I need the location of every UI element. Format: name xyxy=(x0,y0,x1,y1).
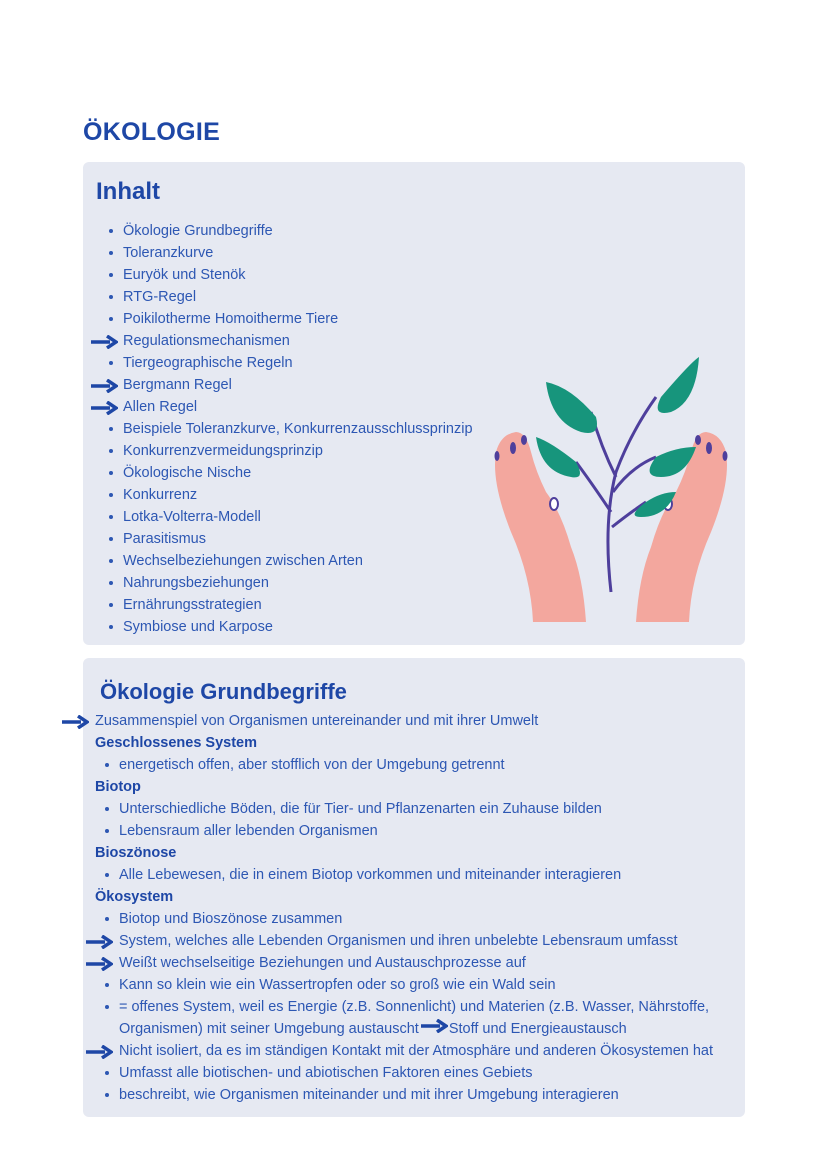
item-text: Euryök und Stenök xyxy=(123,267,246,283)
item-text: Lebensraum aller lebenden Organismen xyxy=(119,823,378,839)
list-item xyxy=(83,616,473,638)
item-text: Ökosystem xyxy=(95,889,174,905)
item-text: Parasitismus xyxy=(123,531,206,547)
item-text: Kann so klein wie ein Wassertropfen oder so groß wie ein Wald sein xyxy=(119,977,556,993)
bullet-icon xyxy=(109,449,113,453)
list-item xyxy=(83,418,473,440)
contents-box xyxy=(83,162,745,645)
item-text: Poikilotherme Homoitherme Tiere xyxy=(123,311,339,327)
bullet-icon xyxy=(109,251,113,255)
bullet-icon xyxy=(105,829,109,833)
item-text: Unterschiedliche Böden, die für Tier- und Pflanzenarten ein Zuhause bilden xyxy=(119,801,602,817)
bullet-icon xyxy=(105,807,109,811)
bullet-icon xyxy=(105,1005,109,1009)
bullet-icon xyxy=(109,581,113,585)
list-item xyxy=(83,352,473,374)
list-item xyxy=(83,996,713,1018)
list-item xyxy=(83,974,713,996)
list-item xyxy=(83,1018,713,1040)
list-item xyxy=(83,308,473,330)
item-text: = offenes System, weil es Energie (z.B. Sonnenlicht) und Materien (z.B. Wasser, Nährstoffe, xyxy=(119,999,710,1015)
bullet-icon xyxy=(109,273,113,277)
item-text: Geschlossenes System xyxy=(95,735,258,751)
list-item xyxy=(83,440,473,462)
list-item xyxy=(83,330,473,352)
bullet-icon xyxy=(109,603,113,607)
item-text: Konkurrenz xyxy=(123,487,198,503)
list-item xyxy=(83,484,473,506)
bullet-icon xyxy=(109,537,113,541)
list-item xyxy=(83,952,713,974)
item-text: Lotka-Volterra-Modell xyxy=(123,509,261,525)
list-item xyxy=(83,930,713,952)
item-text: Nicht isoliert, da es im ständigen Kontakt mit der Atmosphäre und anderen Ökosystemen hat xyxy=(119,1043,714,1059)
item-text: Bergmann Regel xyxy=(123,377,232,393)
bullet-icon xyxy=(105,917,109,921)
list-item xyxy=(83,710,713,732)
bullet-icon xyxy=(109,361,113,365)
item-text: Bioszönose xyxy=(95,845,177,861)
item-text: Alle Lebewesen, die in einem Biotop vorkommen und miteinander interagieren xyxy=(119,867,622,883)
list-item xyxy=(83,242,473,264)
item-text: Toleranzkurve xyxy=(123,245,214,261)
bullet-icon xyxy=(109,515,113,519)
list-item xyxy=(83,550,473,572)
bullet-icon xyxy=(109,471,113,475)
bullet-icon xyxy=(109,427,113,431)
item-text: Organismen) mit seiner Umgebung austauscht xyxy=(119,1021,419,1037)
list-item xyxy=(83,1062,713,1084)
list-item xyxy=(83,820,713,842)
term-heading xyxy=(83,886,713,908)
term-heading xyxy=(83,842,713,864)
list-item xyxy=(83,264,473,286)
item-text: energetisch offen, aber stofflich von der Umgebung getrennt xyxy=(119,757,505,773)
item-text: Symbiose und Karpose xyxy=(123,619,273,635)
page-title: ÖKOLOGIE xyxy=(83,118,221,146)
item-text: Stoff und Energieaustausch xyxy=(448,1021,627,1037)
item-text: Umfasst alle biotischen- und abiotischen Faktoren eines Gebiets xyxy=(119,1065,533,1081)
item-text: Beispiele Toleranzkurve, Konkurrenzausschlussprinzip xyxy=(123,421,473,437)
list-item xyxy=(83,864,713,886)
item-text: Biotop und Bioszönose zusammen xyxy=(119,911,343,927)
item-text: Nahrungsbeziehungen xyxy=(123,575,269,591)
bullet-icon xyxy=(105,1071,109,1075)
list-item xyxy=(83,754,713,776)
bullet-icon xyxy=(109,625,113,629)
item-text: Ernährungsstrategien xyxy=(123,597,262,613)
section-heading: Ökologie Grundbegriffe xyxy=(100,679,347,704)
item-text: beschreibt, wie Organismen miteinander und mit ihrer Umgebung interagieren xyxy=(119,1087,619,1103)
bullet-icon xyxy=(109,295,113,299)
item-text: Ökologie Grundbegriffe xyxy=(123,223,273,239)
item-text: Wechselbeziehungen zwischen Arten xyxy=(123,553,363,569)
item-text: Allen Regel xyxy=(123,399,198,415)
list-item xyxy=(83,286,473,308)
item-text: Konkurrenzvermeidungsprinzip xyxy=(123,443,323,459)
bullet-icon xyxy=(109,493,113,497)
list-item xyxy=(83,594,473,616)
contents-list xyxy=(83,220,473,638)
bullet-icon xyxy=(105,873,109,877)
arrow-right-icon xyxy=(420,1018,448,1040)
term-heading xyxy=(83,776,713,798)
plant-in-hands-illustration xyxy=(491,352,731,632)
list-item xyxy=(83,798,713,820)
section-list xyxy=(83,710,713,1106)
item-text: Zusammenspiel von Organismen untereinander und mit ihrer Umwelt xyxy=(95,713,539,729)
item-text: Weißt wechselseitige Beziehungen und Austauschprozesse auf xyxy=(119,955,526,971)
list-item xyxy=(83,506,473,528)
item-text: Tiergeographische Regeln xyxy=(123,355,293,371)
contents-heading: Inhalt xyxy=(96,178,160,205)
list-item xyxy=(83,1084,713,1106)
bullet-icon xyxy=(105,1093,109,1097)
item-text: Ökologische Nische xyxy=(123,465,252,481)
list-item xyxy=(83,220,473,242)
list-item xyxy=(83,396,473,418)
bullet-icon xyxy=(105,983,109,987)
list-item xyxy=(83,374,473,396)
bullet-icon xyxy=(109,229,113,233)
list-item xyxy=(83,908,713,930)
bullet-icon xyxy=(105,763,109,767)
list-item xyxy=(83,1040,713,1062)
item-text: Regulationsmechanismen xyxy=(123,333,290,349)
item-text: System, welches alle Lebenden Organismen und ihren unbelebte Lebensraum umfasst xyxy=(119,933,678,949)
item-text: RTG-Regel xyxy=(123,289,197,305)
list-item xyxy=(83,462,473,484)
item-text: Biotop xyxy=(95,779,141,795)
bullet-icon xyxy=(109,317,113,321)
list-item xyxy=(83,572,473,594)
list-item xyxy=(83,528,473,550)
bullet-icon xyxy=(109,559,113,563)
basics-section xyxy=(83,658,745,1117)
term-heading xyxy=(83,732,713,754)
